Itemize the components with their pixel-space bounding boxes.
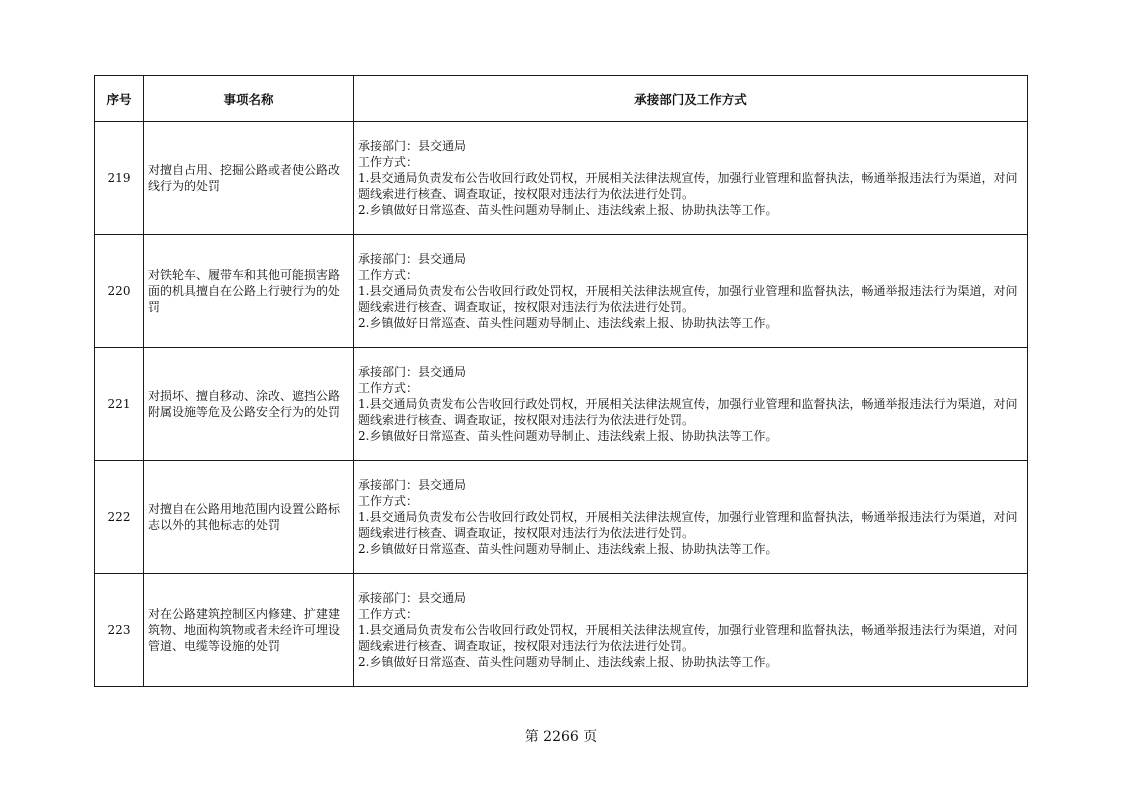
undertaking-department: 承接部门：县交通局 <box>358 591 467 605</box>
working-method-step-1: 1.县交通局负责发布公告收回行政处罚权，开展相关法律法规宣传，加强行业管理和监督执法，畅通举报违法行为渠道，对问题线索进行核查、调查取证，按权限对违法行为依法进行处罚。 <box>358 284 1018 314</box>
table-row <box>95 122 1028 235</box>
working-method-step-2: 2.乡镇做好日常巡查、苗头性问题劝导制止、违法线索上报、协助执法等工作。 <box>358 542 778 556</box>
working-method-step-1: 1.县交通局负责发布公告收回行政处罚权，开展相关法律法规宣传，加强行业管理和监督执法，畅通举报违法行为渠道，对问题线索进行核查、调查取证，按权限对违法行为依法进行处罚。 <box>358 623 1018 653</box>
row-serial-number: 220 <box>95 235 144 348</box>
working-method-label: 工作方式： <box>358 155 419 169</box>
table-row <box>95 574 1028 687</box>
working-method-label: 工作方式： <box>358 494 419 508</box>
row-department-and-method <box>354 574 1028 687</box>
row-item-name: 对擅自在公路用地范围内设置公路标志以外的其他标志的处罚 <box>144 461 354 574</box>
working-method-step-2: 2.乡镇做好日常巡查、苗头性问题劝导制止、违法线索上报、协助执法等工作。 <box>358 655 778 669</box>
row-item-name: 对在公路建筑控制区内修建、扩建建筑物、地面构筑物或者未经许可埋设管道、电缆等设施的处罚 <box>144 574 354 687</box>
row-serial-number: 221 <box>95 348 144 461</box>
table-row <box>95 348 1028 461</box>
row-item-name: 对擅自占用、挖掘公路或者使公路改线行为的处罚 <box>144 122 354 235</box>
working-method-step-2: 2.乡镇做好日常巡查、苗头性问题劝导制止、违法线索上报、协助执法等工作。 <box>358 203 778 217</box>
row-serial-number: 219 <box>95 122 144 235</box>
undertaking-department: 承接部门：县交通局 <box>358 478 467 492</box>
working-method-step-2: 2.乡镇做好日常巡查、苗头性问题劝导制止、违法线索上报、协助执法等工作。 <box>358 429 778 443</box>
row-item-name: 对铁轮车、履带车和其他可能损害路面的机具擅自在公路上行驶行为的处罚 <box>144 235 354 348</box>
working-method-step-1: 1.县交通局负责发布公告收回行政处罚权，开展相关法律法规宣传，加强行业管理和监督执法，畅通举报违法行为渠道，对问题线索进行核查、调查取证，按权限对违法行为依法进行处罚。 <box>358 171 1018 201</box>
row-department-and-method <box>354 348 1028 461</box>
authority-table <box>94 75 1028 687</box>
working-method-step-1: 1.县交通局负责发布公告收回行政处罚权，开展相关法律法规宣传，加强行业管理和监督执法，畅通举报违法行为渠道，对问题线索进行核查、调查取证，按权限对违法行为依法进行处罚。 <box>358 510 1018 540</box>
row-serial-number: 222 <box>95 461 144 574</box>
page-number: 第 2266 页 <box>524 729 598 745</box>
header-serial-number: 序号 <box>95 76 144 122</box>
row-serial-number: 223 <box>95 574 144 687</box>
header-department-and-method: 承接部门及工作方式 <box>354 76 1028 122</box>
working-method-label: 工作方式： <box>358 607 419 621</box>
header-row <box>95 76 1028 122</box>
row-department-and-method <box>354 235 1028 348</box>
working-method-label: 工作方式： <box>358 381 419 395</box>
working-method-step-2: 2.乡镇做好日常巡查、苗头性问题劝导制止、违法线索上报、协助执法等工作。 <box>358 316 778 330</box>
working-method-label: 工作方式： <box>358 268 419 282</box>
working-method-step-1: 1.县交通局负责发布公告收回行政处罚权，开展相关法律法规宣传，加强行业管理和监督执法，畅通举报违法行为渠道，对问题线索进行核查、调查取证，按权限对违法行为依法进行处罚。 <box>358 397 1018 427</box>
table-row <box>95 235 1028 348</box>
row-item-name: 对损坏、擅自移动、涂改、遮挡公路附属设施等危及公路安全行为的处罚 <box>144 348 354 461</box>
undertaking-department: 承接部门：县交通局 <box>358 252 467 266</box>
row-department-and-method <box>354 461 1028 574</box>
undertaking-department: 承接部门：县交通局 <box>358 365 467 379</box>
row-department-and-method <box>354 122 1028 235</box>
undertaking-department: 承接部门：县交通局 <box>358 139 467 153</box>
header-item-name: 事项名称 <box>144 76 354 122</box>
table-row <box>95 461 1028 574</box>
